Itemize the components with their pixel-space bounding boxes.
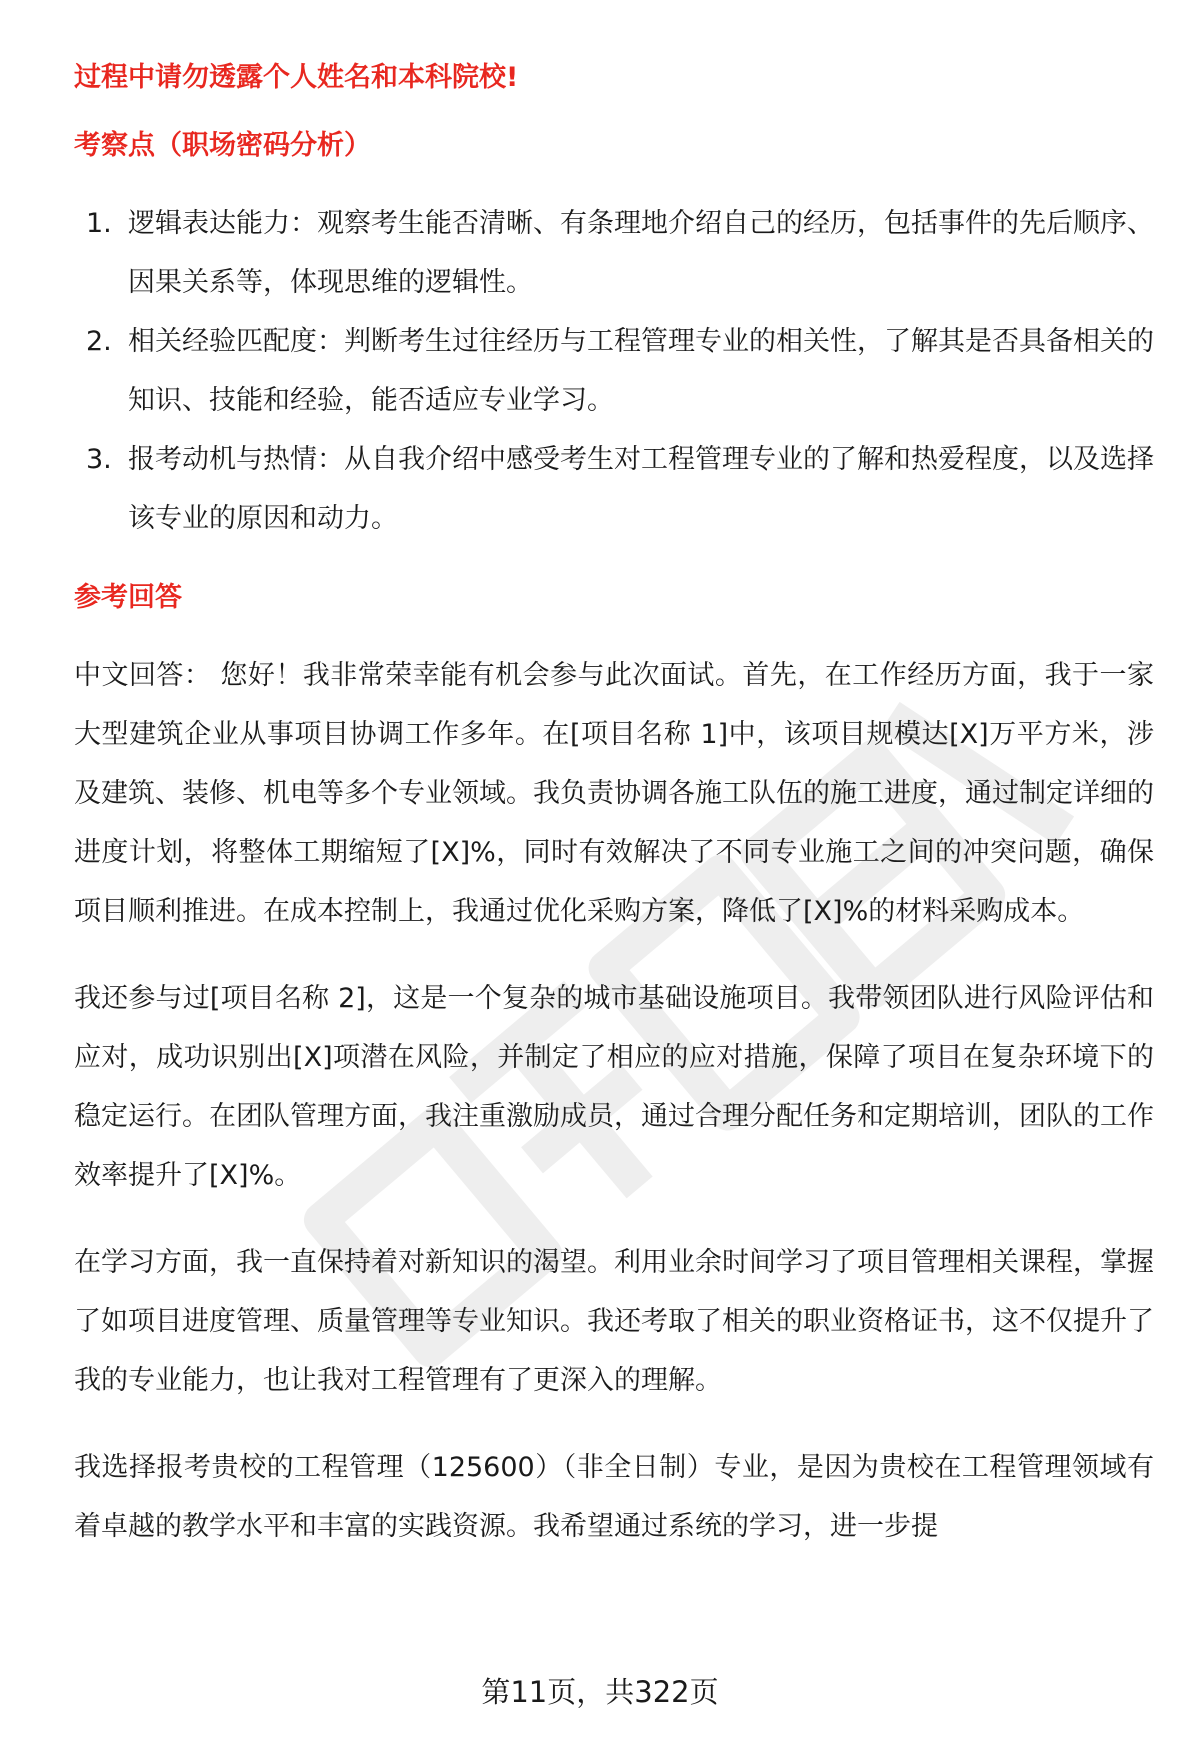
- list-item-text: 相关经验匹配度：判断考生过往经历与工程管理专业的相关性，了解其是否具备相关的知识、技能和经验，能否适应专业学习。: [128, 326, 1154, 416]
- answer-paragraph: 我还参与过[项目名称 2]，这是一个复杂的城市基础设施项目。我带领团队进行风险评估和应对，成功识别出[X]项潜在风险，并制定了相应的应对措施，保障了项目在复杂环境下的稳定运行。在团队管理方面，我注重激励成员，通过合理分配任务和定期培训，团队的工作效率提升了[X]%。: [74, 983, 1154, 1191]
- answer-paragraph: 中文回答： 您好！我非常荣幸能有机会参与此次面试。首先，在工作经历方面，我于一家大型建筑企业从事项目协调工作多年。在[项目名称 1]中，该项目规模达[X]万平方米，涉及建筑、装修、机电等多个专业领域。我负责协调各施工队伍的施工进度，通过制定详细的进度计划，将整体工期缩短了[X]%，同时有效解决了不同专业施工之间的冲突问题，确保项目顺利推进。在成本控制上，我通过优化采购方案，降低了[X]%的材料采购成本。: [74, 660, 1154, 927]
- list-item: [74, 194, 1154, 312]
- list-item-number: 1.: [86, 208, 112, 239]
- answer-paragraph: 在学习方面，我一直保持着对新知识的渴望。利用业余时间学习了项目管理相关课程，掌握了如项目进度管理、质量管理等专业知识。我还考取了相关的职业资格证书，这不仅提升了我的专业能力，也让我对工程管理有了更深入的理解。: [74, 1247, 1154, 1396]
- exam-points-heading: 考察点（职场密码分析）: [74, 130, 371, 161]
- page-number-footer: 第11页，共322页: [481, 1675, 719, 1709]
- list-item-text: 逻辑表达能力：观察考生能否清晰、有条理地介绍自己的经历，包括事件的先后顺序、因果关系等，体现思维的逻辑性。: [128, 208, 1154, 298]
- list-item-number: 2.: [86, 326, 112, 357]
- list-item-number: 3.: [86, 444, 112, 475]
- exam-points-list: [74, 194, 1154, 548]
- list-item-text: 报考动机与热情：从自我介绍中感受考生对工程管理专业的了解和热爱程度，以及选择该专业的原因和动力。: [128, 444, 1154, 534]
- list-item: [74, 312, 1154, 430]
- reference-answer-heading: 参考回答: [74, 582, 182, 613]
- answer-paragraph: 我选择报考贵校的工程管理（125600）（非全日制）专业，是因为贵校在工程管理领域有着卓越的教学水平和丰富的实践资源。我希望通过系统的学习，进一步提: [74, 1452, 1154, 1542]
- list-item: [74, 430, 1154, 548]
- privacy-warning: 过程中请勿透露个人姓名和本科院校!: [74, 62, 519, 93]
- document-content: [74, 58, 1154, 1584]
